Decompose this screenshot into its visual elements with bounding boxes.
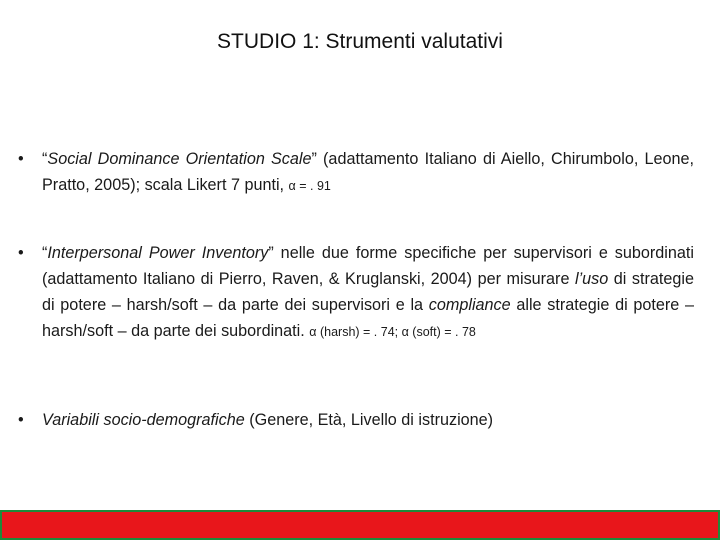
bullet-item-demographics — [18, 407, 694, 433]
bullet-dot: • — [18, 150, 24, 168]
slide-title: STUDIO 1: Strumenti valutativi — [217, 30, 503, 53]
quote-close: ” — [268, 244, 274, 262]
bullet-dot: • — [18, 411, 24, 429]
variables-label: Variabili socio-demografiche — [42, 411, 245, 429]
bullet-item-power-inventory — [18, 240, 694, 345]
quote-open: “ — [42, 244, 48, 262]
bullet-detail-a: nelle due forme specifiche per supervisori e subordinati (adattamento Italiano di Pierro, Raven, & Kruglanski, 2004) per misurare — [42, 244, 694, 288]
alpha-values: α (harsh) = . 74; α (soft) = . 78 — [309, 325, 476, 339]
bullet-detail-c: alle strategie di potere – harsh/soft – da parte dei subordinati. — [42, 296, 694, 340]
quote-close: ” — [311, 150, 317, 168]
bullet-item-sdo-scale — [18, 146, 694, 199]
bullet-detail-b: di strategie di potere – harsh/soft – da parte dei supervisori e la — [42, 270, 694, 314]
bullet-detail: (Genere, Età, Livello di istruzione) — [244, 411, 494, 429]
bullet-text — [42, 407, 694, 433]
footer-bar — [0, 510, 720, 540]
compliance-term: compliance — [428, 296, 511, 314]
bullet-dot: • — [18, 244, 24, 262]
bullet-detail: (adattamento Italiano di Aiello, Chirumbolo, Leone, Pratto, 2005); scala Likert 7 punti, — [42, 150, 694, 194]
quote-open: “ — [42, 150, 48, 168]
alpha-value: α = . 91 — [288, 179, 331, 193]
uso-term: l’uso — [574, 270, 609, 288]
bullet-text — [42, 146, 694, 199]
scale-name: Social Dominance Orientation Scale — [47, 150, 312, 168]
scale-name: Interpersonal Power Inventory — [47, 244, 269, 262]
bullet-text — [42, 240, 694, 345]
